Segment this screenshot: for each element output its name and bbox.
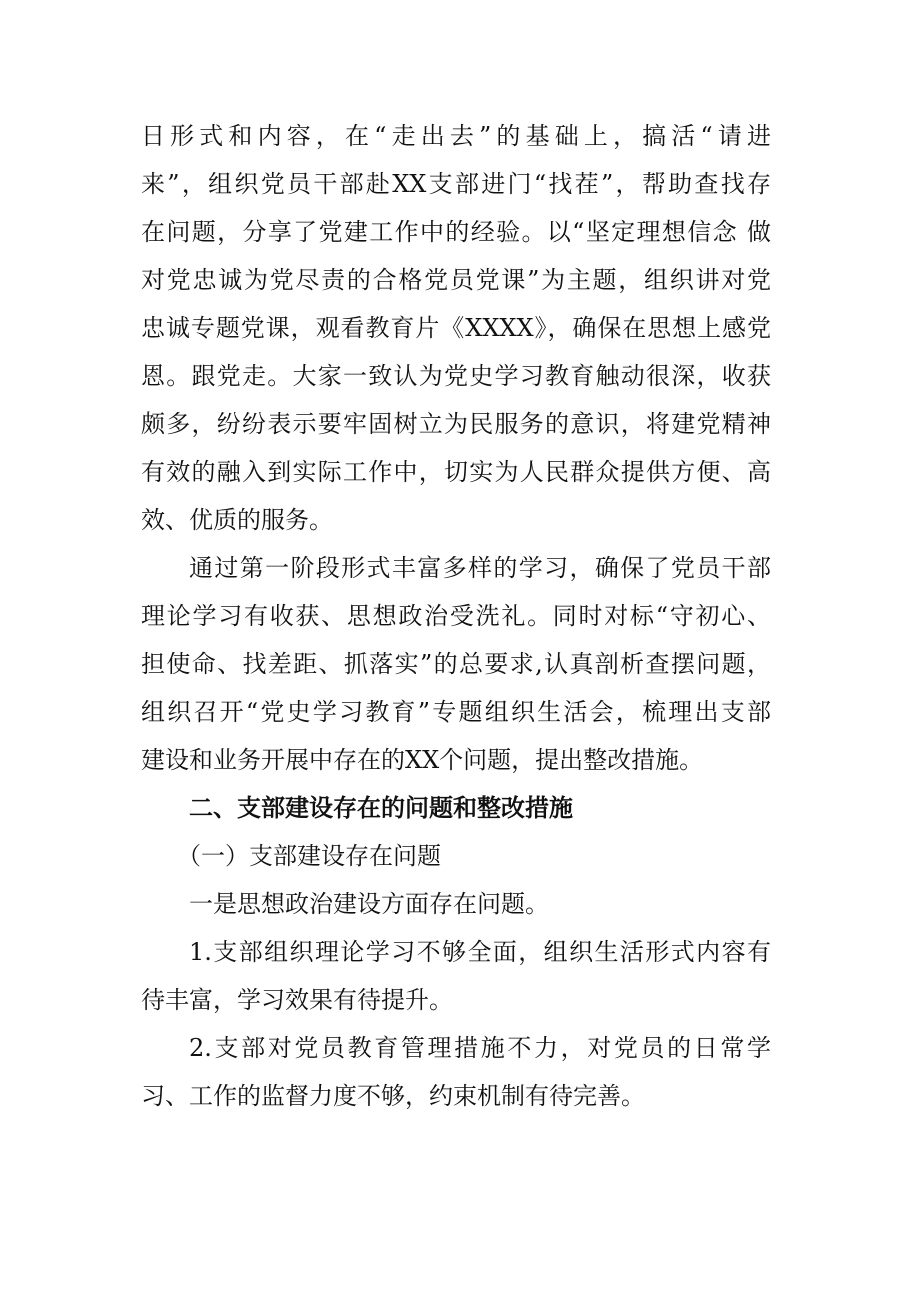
paragraph-line: 一是思想政治建设方面存在问题。 xyxy=(189,890,549,918)
paragraph-line: 恩。跟党走。大家一致认为党史学习教育触动很深，收获 xyxy=(141,362,771,390)
list-item-line: 2.支部对党员教育管理措施不力，对党员的日常学 xyxy=(189,1034,771,1062)
list-item-line: 习、工作的监督力度不够，约束机制有待完善。 xyxy=(141,1082,645,1110)
paragraph-line: 组织召开“党史学习教育”专题组织生活会，梳理出支部 xyxy=(141,698,771,726)
section-heading: 二、支部建设存在的问题和整改措施 xyxy=(189,793,573,822)
paragraph-line: 效、优质的服务。 xyxy=(141,506,333,534)
paragraph-line: 来”，组织党员干部赴XX支部进门“找茬”，帮助查找存 xyxy=(141,170,771,198)
document-body xyxy=(141,112,771,1120)
paragraph-line: 颇多，纷纷表示要牢固树立为民服务的意识，将建党精神 xyxy=(141,410,771,438)
paragraph-line: 理论学习有收获、思想政治受洗礼。同时对标“守初心、 xyxy=(141,602,771,630)
paragraph-line: 有效的融入到实际工作中，切实为人民群众提供方便、高 xyxy=(141,458,771,486)
paragraph-line: 忠诚专题党课，观看教育片《XXXX》，确保在思想上感党 xyxy=(141,314,771,342)
paragraph-line: 通过第一阶段形式丰富多样的学习，确保了党员干部 xyxy=(189,554,771,582)
paragraph-line: 在问题，分享了党建工作中的经验。以“坚定理想信念 做 xyxy=(141,218,771,246)
paragraph-line: 日形式和内容，在“走出去”的基础上，搞活“请进 xyxy=(141,122,771,150)
list-item-line: 1.支部组织理论学习不够全面，组织生活形式内容有 xyxy=(189,938,771,966)
paragraph-line: 担使命、找差距、抓落实”的总要求,认真剖析查摆问题， xyxy=(141,650,771,678)
list-item-line: 待丰富，学习效果有待提升。 xyxy=(141,986,453,1014)
subsection-heading: （一）支部建设存在问题 xyxy=(177,842,441,870)
paragraph-line: 建设和业务开展中存在的XX个问题，提出整改措施。 xyxy=(141,746,704,774)
paragraph-line: 对党忠诚为党尽责的合格党员党课”为主题，组织讲对党 xyxy=(141,266,771,294)
